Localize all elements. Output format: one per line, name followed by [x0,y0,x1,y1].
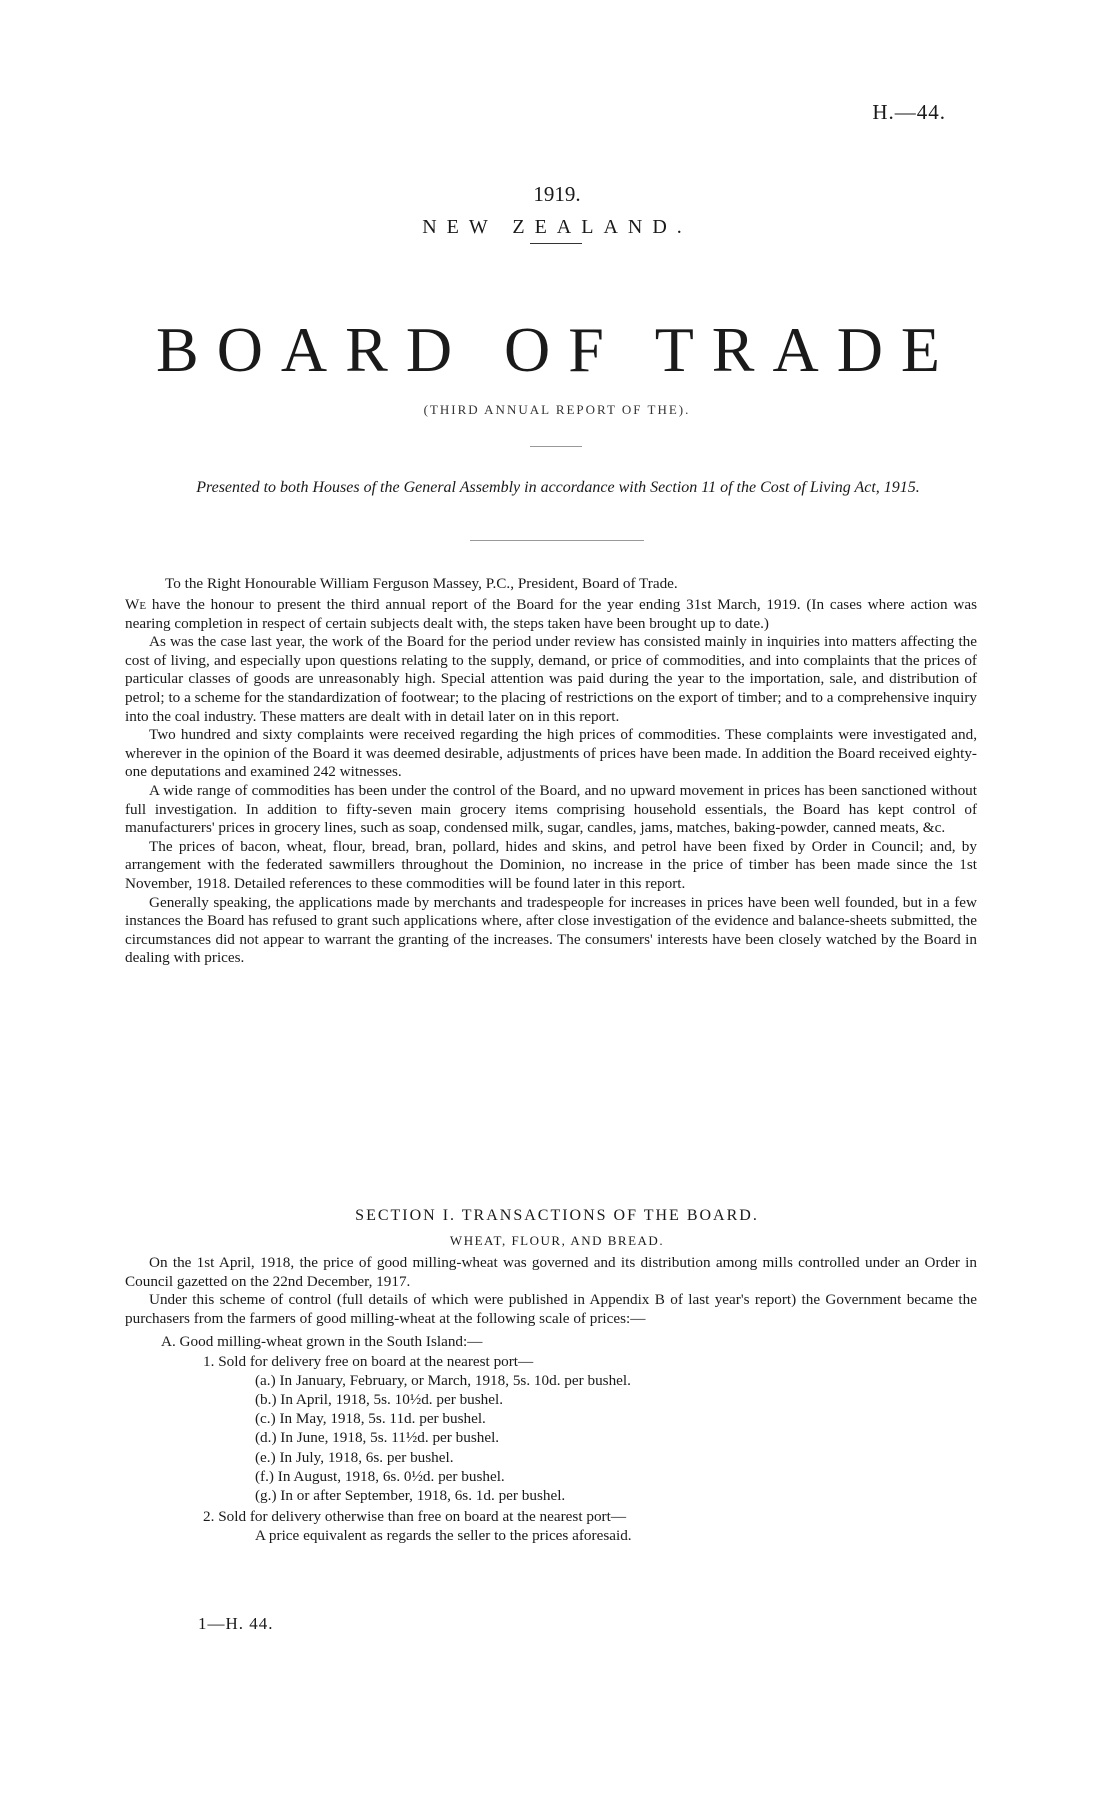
section-heading: SECTION I. TRANSACTIONS OF THE BOARD. [355,1207,759,1224]
report-subtitle: (THIRD ANNUAL REPORT OF THE). [423,402,691,417]
short-rule [530,243,582,244]
list-item: (g.) In or after September, 1918, 6s. 1d. per bushel. [255,1487,566,1504]
section-paragraph: Under this scheme of control (full details of which were published in Appendix B of last year's report) the Government became the purchasers from the farmers of good milling-wheat at the following scale of prices:— [125,1291,977,1327]
page-signature: 1—H. 44. [198,1614,274,1633]
list-item: (d.) In June, 1918, 5s. 11½d. per bushel. [255,1429,500,1447]
section-subheading: WHEAT, FLOUR, AND BREAD. [449,1233,665,1248]
presentation-note: Presented to both Houses of the General Assembly in accordance with Section 11 of the Cost of Living Act, 1915. [196,479,920,496]
letter-paragraph: The prices of bacon, wheat, flour, bread, bran, pollard, hides and skins, and petrol have been fixed by Order in Council; and, by arrangement with the federated sawmillers throughout the Dominion, no increase in the price of timber has been made since the 1st November, 1918. Detailed references to these commodities will be found later in this report. [125,837,977,892]
list-item: (f.) In August, 1918, 6s. 0½d. per bushel. [255,1467,505,1485]
list-item: (a.) In January, February, or March, 1918, 5s. 10d. per bushel. [255,1371,631,1389]
wheat-section-body [125,1254,977,1546]
list-item: (e.) In July, 1918, 6s. per bushel. [255,1448,454,1466]
letter-paragraph: A wide range of commodities has been under the control of the Board, and no upward movement in prices has been sanctioned without full investigation. In addition to fifty-seven main grocery items comprising household essentials, the Board has kept control of manufacturers' prices in grocery lines, such as soap, condensed milk, sugar, candles, jams, matches, baking-powder, canned meats, &c. [125,781,977,837]
letter-paragraph [125,596,977,633]
letter-paragraph: As was the case last year, the work of the Board for the period under review has consisted mainly in inquiries into matters affecting the cost of living, and especially upon questions relating to the supply, demand, or price of commodities, and into complaints that the prices of particular classes of goods are unreasonably high. Special attention was paid during the year to the importation, sale, and distribution of petrol; to a scheme for the standardization of footwear; to the placing of restrictions on the export of timber; and to a comprehensive inquiry into the coal industry. These matters are dealt with in detail later on in this report. [125,633,977,725]
list-heading: A. Good milling-wheat grown in the South Island:— [161,1333,483,1351]
letter-paragraph: Generally speaking, the applications made by merchants and tradespeople for increases in prices have been well founded, but in a few instances the Board has refused to grant such applications where, after close investigation of the evidence and balance-sheets submitted, the circumstances did not appear to warrant the granting of the increases. The consumers' interests have been closely watched by the Board in dealing with prices. [125,893,977,967]
country-heading: NEW ZEALAND. [422,216,692,238]
list-item: A price equivalent as regards the seller to the prices aforesaid. [255,1527,632,1545]
price-scale-list [125,1332,977,1545]
divider-rule [470,540,644,541]
list-item: (c.) In May, 1918, 5s. 11d. per bushel. [255,1410,486,1428]
short-rule [530,446,582,447]
addressee-text: To the Right Honourable William Ferguson Massey, P.C., President, Board of Trade. [165,575,678,592]
section-paragraph: On the 1st April, 1918, the price of good milling-wheat was governed and its distribution among mills controlled under an Order in Council gazetted on the 22nd December, 1917. [125,1254,977,1290]
addressee-line [125,575,977,594]
paragraph-text: have the honour to present the third annual report of the Board for the year ending 31st March, 1919. (In cases where action was nearing completion in respect of certain subjects dealt with, the steps taken have been brought up to date.) [125,596,978,632]
document-reference: H.—44. [872,100,946,124]
opening-word: We [125,596,147,613]
list-subheading: 1. Sold for delivery free on board at the nearest port— [203,1352,534,1370]
list-subheading: 2. Sold for delivery otherwise than free on board at the nearest port— [203,1508,627,1526]
letter-body [125,596,977,968]
list-item: (b.) In April, 1918, 5s. 10½d. per bushel. [255,1390,504,1408]
publication-year: 1919. [533,182,581,206]
letter-paragraph: Two hundred and sixty complaints were received regarding the high prices of commodities. These complaints were investigated and, wherever in the opinion of the Board it was deemed desirable, adjustments of prices have been made. In addition the Board received eighty-one deputations and examined 242 witnesses. [125,726,977,781]
report-title: BOARD OF TRADE [156,314,958,385]
